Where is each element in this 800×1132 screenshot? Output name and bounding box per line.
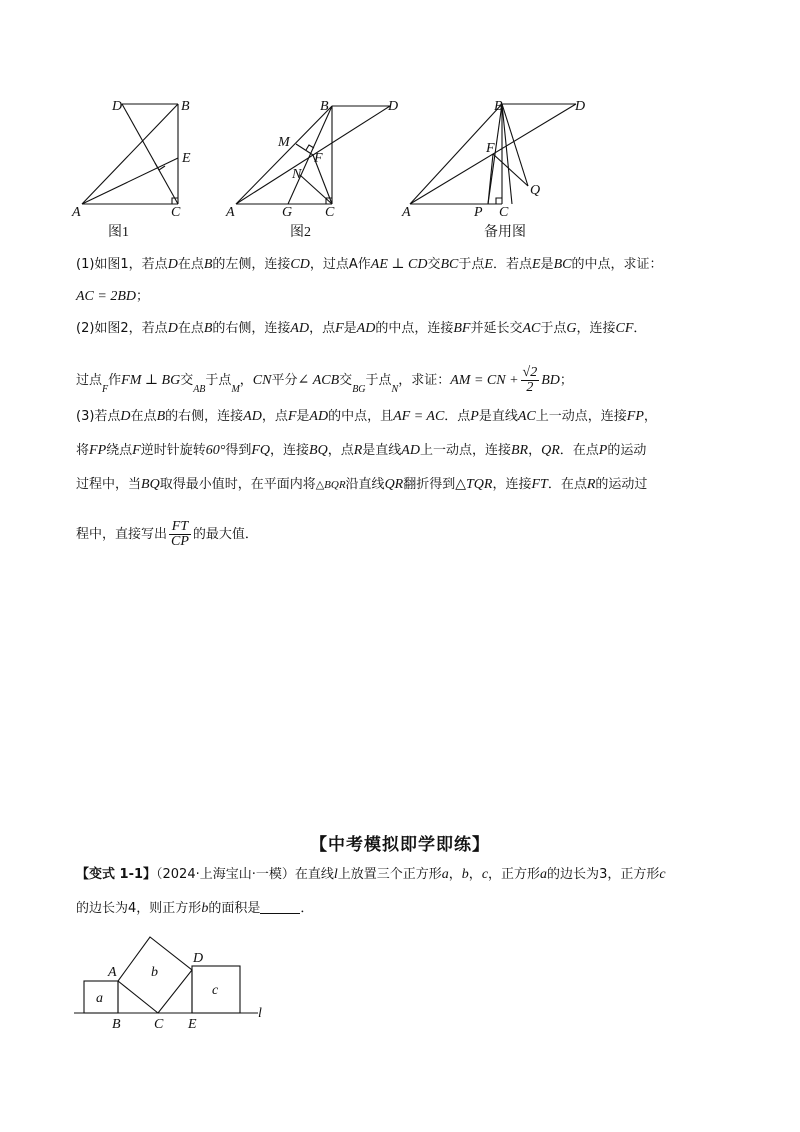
text: ，点 <box>309 321 336 336</box>
fig2-label-C: C <box>325 205 335 220</box>
math: c <box>481 867 489 882</box>
math: FT <box>531 477 548 492</box>
math: a <box>441 867 449 882</box>
math: BG <box>352 384 366 395</box>
fig4-label-B: B <box>112 1017 121 1032</box>
text: ， <box>643 409 657 424</box>
text: 于点 <box>540 321 567 336</box>
text: 是 <box>343 321 357 336</box>
numerator: FT <box>169 520 191 535</box>
math: F <box>102 384 109 395</box>
fig3-label-C: C <box>499 205 509 220</box>
fig2-label-M: M <box>278 135 290 150</box>
text: ． <box>633 321 647 336</box>
math: BF <box>453 321 471 336</box>
math: c <box>659 867 666 882</box>
text: ．点 <box>444 409 471 424</box>
math: R <box>353 443 363 458</box>
q2-line-2 <box>76 366 573 404</box>
q1-line-1 <box>76 254 662 276</box>
text: 上放置三个正方形 <box>337 867 442 882</box>
text: 绕点 <box>106 443 133 458</box>
text: 上一动点，连接 <box>535 409 627 424</box>
fig4-label-D: D <box>193 951 204 966</box>
text: ，正方形 <box>488 867 541 882</box>
text: 的运动过 <box>595 477 648 492</box>
math: AD <box>290 321 310 336</box>
math: P <box>470 409 479 424</box>
text: （2024·上海宝山·一模）在直线 <box>156 867 334 882</box>
fig3-label-Q: Q <box>530 183 541 198</box>
text: 程中，直接写出 <box>76 527 168 542</box>
math: △TQR <box>455 477 493 492</box>
text: ，连接 <box>270 443 310 458</box>
fig1-label-C: C <box>171 205 181 220</box>
math: E <box>531 257 541 272</box>
denominator: 2 <box>526 380 534 395</box>
math: AD <box>243 409 262 424</box>
text: ， <box>239 373 253 388</box>
fig3-label-B: B <box>494 99 503 114</box>
math: AD <box>309 409 329 424</box>
text: 是 <box>540 257 554 272</box>
math: ∠ ACB <box>297 373 340 388</box>
exercise-line-2 <box>76 898 313 920</box>
fig4-label-E: E <box>188 1017 197 1032</box>
text: 平分 <box>271 373 298 388</box>
text: 的右侧，连接 <box>165 409 244 424</box>
text: 的面积是 <box>208 901 261 916</box>
math: CN <box>252 373 272 388</box>
math: D <box>167 321 178 336</box>
text: 的边长为 <box>547 867 600 882</box>
text: ，求证： <box>398 373 451 388</box>
q1-line-2 <box>76 286 149 308</box>
text: ，正方形 <box>607 867 660 882</box>
fig2-label-G: G <box>282 205 293 220</box>
math: N <box>391 384 399 395</box>
text: 的运动 <box>607 443 647 458</box>
math: D <box>167 257 178 272</box>
math: AC <box>522 321 541 336</box>
math: AC <box>517 409 536 424</box>
fig1-caption: 图1 <box>108 225 129 240</box>
math: G <box>566 321 577 336</box>
text: ，连接 <box>492 477 532 492</box>
fig1-label-D: D <box>112 99 123 114</box>
text: 的中点，且 <box>328 409 394 424</box>
math: QR <box>384 477 404 492</box>
math: 60° <box>205 443 226 458</box>
fig4-label-b: b <box>151 965 158 980</box>
math: BD <box>541 373 560 388</box>
text: ， <box>528 443 542 458</box>
math: BC <box>553 257 572 272</box>
math: F <box>132 443 141 458</box>
denominator: CP <box>171 534 189 549</box>
text: 得到 <box>225 443 252 458</box>
math: l <box>333 867 338 882</box>
fig4-label-A: A <box>108 965 117 980</box>
fraction-FT-over-CP <box>169 520 191 549</box>
text: 的右侧，连接 <box>212 321 291 336</box>
math: F <box>287 409 297 424</box>
math: F <box>335 321 344 336</box>
figure-1 <box>82 104 178 204</box>
math: AM = CN + <box>450 373 519 388</box>
fig3-caption: 备用图 <box>484 225 526 240</box>
math: R <box>586 477 596 492</box>
text: 过程中，当 <box>76 477 142 492</box>
text: 上一动点，连接 <box>419 443 511 458</box>
fig3-label-P: P <box>474 205 483 220</box>
math: FP <box>626 409 644 424</box>
text: (2)如图2，若点 <box>76 321 168 336</box>
text: 取得最小值时，在平面内将 <box>159 477 316 492</box>
numerator: √2 <box>522 365 538 380</box>
text: ． <box>300 901 314 916</box>
q3-line-1 <box>76 406 657 428</box>
math: B <box>203 257 213 272</box>
text: 并延长交 <box>470 321 523 336</box>
math: D <box>120 409 131 424</box>
math: AD <box>356 321 376 336</box>
q3-line-4 <box>76 520 258 550</box>
text: 是直线 <box>362 443 402 458</box>
math: B <box>203 321 213 336</box>
fig2-label-D: D <box>388 99 399 114</box>
text: ．若点 <box>492 257 532 272</box>
math: QR <box>541 443 560 458</box>
math: AB <box>193 384 206 395</box>
answer-blank[interactable] <box>260 900 300 914</box>
text: ，连接 <box>576 321 616 336</box>
text: 交 <box>339 373 353 388</box>
fig4-label-l: l <box>258 1006 262 1021</box>
section-title: 【中考模拟即学即练】 <box>310 835 490 855</box>
fig1-label-E: E <box>182 151 191 166</box>
math: FM ⊥ BG <box>121 373 181 388</box>
text: 翻折得到 <box>403 477 456 492</box>
math: FQ <box>251 443 271 458</box>
fig2-caption: 图2 <box>290 225 311 240</box>
math: FP <box>89 443 107 458</box>
number: 4 <box>128 901 137 916</box>
math: AE ⊥ CD <box>370 257 428 272</box>
q2-line-1 <box>76 318 646 340</box>
math: AC = 2BD <box>76 289 136 304</box>
text: ， <box>448 867 462 882</box>
fig2-label-F: F <box>314 151 323 166</box>
math: CD <box>290 257 310 272</box>
math: P <box>598 443 608 458</box>
text: ，点 <box>261 409 288 424</box>
fig3-label-A: A <box>402 205 411 220</box>
text: ．在点 <box>547 477 587 492</box>
math: E <box>484 257 493 272</box>
math: b <box>201 901 209 916</box>
text: 是直线 <box>478 409 518 424</box>
exercise-line-1 <box>76 864 666 886</box>
text: (1)如图1，若点 <box>76 257 168 272</box>
text: 在点 <box>130 409 157 424</box>
fig4-label-c: c <box>212 983 219 998</box>
text: ，过点A作 <box>309 257 371 272</box>
math: △BQR <box>315 479 346 491</box>
text: 交 <box>427 257 441 272</box>
text: ．在点 <box>559 443 599 458</box>
math: CF <box>615 321 634 336</box>
fig3-label-F: F <box>486 141 495 156</box>
text: 的左侧，连接 <box>212 257 291 272</box>
text: ，则正方形 <box>136 901 202 916</box>
text: 于点 <box>365 373 392 388</box>
fig1-label-B: B <box>181 99 190 114</box>
math: a <box>540 867 548 882</box>
math: BC <box>440 257 459 272</box>
text: 于点 <box>458 257 485 272</box>
text: 逆时针旋转 <box>140 443 206 458</box>
text: ， <box>468 867 482 882</box>
fraction-sqrt2-over-2 <box>521 366 540 395</box>
text: ； <box>136 289 150 304</box>
number: 3 <box>599 867 608 882</box>
fig2-label-A: A <box>226 205 235 220</box>
fig2-label-B: B <box>320 99 329 114</box>
text: 交 <box>180 373 194 388</box>
text: 的中点，求证： <box>571 257 663 272</box>
math: BR <box>510 443 529 458</box>
text: 沿直线 <box>345 477 385 492</box>
math: B <box>156 409 166 424</box>
text: 将 <box>76 443 90 458</box>
math: M <box>231 384 240 395</box>
text: ； <box>559 373 573 388</box>
text: 在点 <box>177 257 204 272</box>
text: 在点 <box>177 321 204 336</box>
math: AF = AC <box>393 409 445 424</box>
fig4-label-C: C <box>154 1017 164 1032</box>
q3-line-2 <box>76 440 646 462</box>
text: (3)若点 <box>76 409 121 424</box>
exercise-tag: 【变式 1-1】 <box>76 867 157 882</box>
text: 作 <box>108 373 122 388</box>
fig4-label-a: a <box>96 991 103 1006</box>
math: b <box>461 867 469 882</box>
fig1-label-A: A <box>72 205 81 220</box>
math: BQ <box>309 443 328 458</box>
math: BQ <box>141 477 160 492</box>
q3-line-3 <box>76 474 647 496</box>
text: ，点 <box>327 443 354 458</box>
math: AD <box>401 443 420 458</box>
text: 是 <box>296 409 310 424</box>
text: 过点 <box>76 373 103 388</box>
fig3-label-D: D <box>575 99 586 114</box>
text: 于点 <box>205 373 232 388</box>
text: 的中点，连接 <box>375 321 454 336</box>
fig2-label-N: N <box>292 167 302 182</box>
text: 的边长为 <box>76 901 129 916</box>
figure-2 <box>236 106 390 204</box>
text: 的最大值． <box>192 527 258 542</box>
